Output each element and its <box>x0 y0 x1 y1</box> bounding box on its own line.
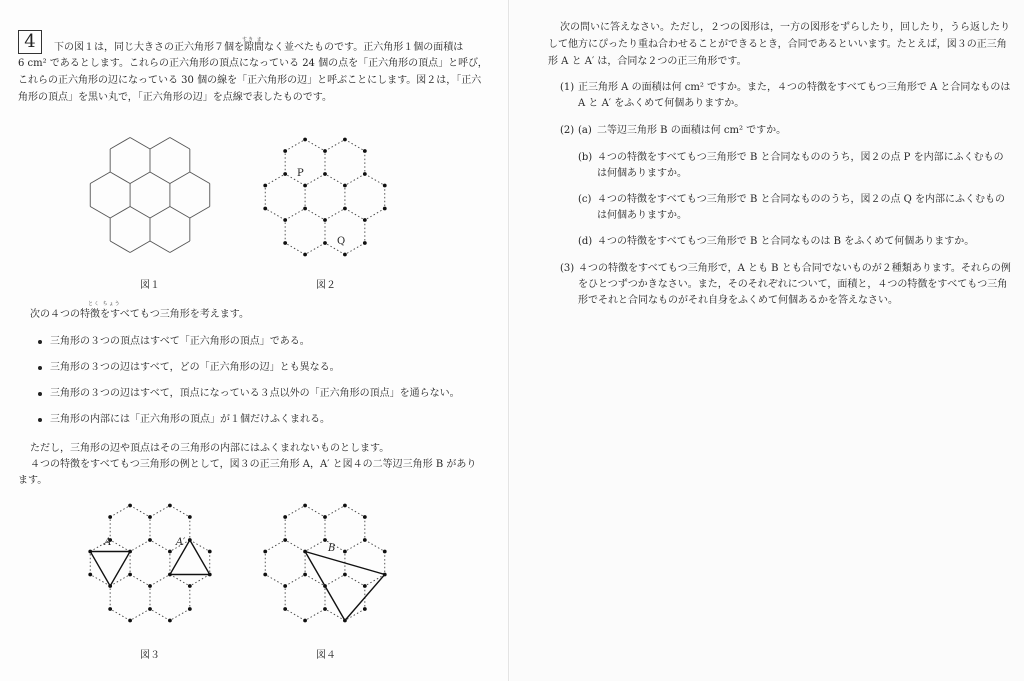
hexagon-vertex <box>263 573 267 577</box>
hexagon-vertex <box>343 138 347 142</box>
hexagon-edge <box>325 575 345 587</box>
hexagon-vertex <box>263 184 267 188</box>
hexagon-edge <box>345 506 365 518</box>
hexagon-edge <box>345 209 365 221</box>
q2a-line-1: 二等辺三角形 B の面積は何 cm² ですか。 <box>597 125 787 136</box>
hexagon-vertex <box>363 538 367 542</box>
hexagon-edge <box>190 172 210 184</box>
hexagon-vertex <box>108 607 112 611</box>
hexagon-vertex <box>363 515 367 519</box>
hexagon-edge <box>110 138 130 150</box>
hexagon-vertex <box>283 515 287 519</box>
hexagon-edge <box>345 609 365 621</box>
hexagon-vertex <box>343 184 347 188</box>
point-p-label: P <box>297 168 304 179</box>
hexagon-edge <box>150 506 170 518</box>
hexagon-vertex <box>303 504 307 508</box>
hexagon-edge <box>90 172 110 184</box>
hexagon-edge <box>285 506 305 518</box>
hexagon-edge <box>345 140 365 152</box>
figure-2-caption: 図２ <box>316 280 336 291</box>
hexagon-vertex <box>303 573 307 577</box>
hexagon-edge <box>325 140 345 152</box>
lead-line-2: して他方にぴったり重ね合わせることができるとき，合同であるといいます。たとえば，図３の正三角 <box>548 39 1007 50</box>
intro-line-4: 角形の頂点」を黒い丸で，「正六角形の辺」を点線で表したものです。 <box>18 92 332 103</box>
hexagon-edge <box>110 506 130 518</box>
hexagon-edge <box>305 140 325 152</box>
condition-3: 三角形の３つの辺はすべて，頂点になっている３点以外の「正六角形の頂点」を通らない。 <box>50 388 460 399</box>
hexagon-edge <box>170 207 190 219</box>
hexagon-vertex <box>303 138 307 142</box>
hexagon-vertex <box>128 619 132 623</box>
hexagon-edge <box>110 540 130 552</box>
intro-line-3: これらの正六角形の辺になっている 30 個の線を「正六角形の辺」と呼ぶことにします。図２は，「正六 <box>18 75 482 86</box>
q3-line-2: をひとつずつかきなさい。また，そのそれぞれについて，面積と，４つの特徴をすべてもつ三角 <box>578 279 1008 290</box>
hexagon-edge <box>345 174 365 186</box>
hexagon-edge <box>150 540 170 552</box>
problem-number-box: 4 <box>18 30 42 54</box>
hexagon-vertex <box>283 172 287 176</box>
hexagon-vertex <box>363 172 367 176</box>
condition-intro: 次の４つの特徴をすべてもつ三角形を考えます。 <box>30 309 249 320</box>
hexagon-vertex <box>363 584 367 588</box>
hexagon-vertex <box>148 607 152 611</box>
hexagon-vertex <box>323 241 327 245</box>
hexagon-edge <box>325 506 345 518</box>
hexagon-edge <box>285 209 305 221</box>
hexagon-edge <box>170 609 190 621</box>
q3-number: (3) <box>560 263 575 274</box>
lead-line-3: 形 A と A′ は，合同な２つの正三角形です。 <box>548 56 747 67</box>
hexagon-vertex <box>343 550 347 554</box>
hexagon-vertex <box>283 149 287 153</box>
hexagon-vertex <box>343 253 347 257</box>
q1-line-2: A と A′ をふくめて何個ありますか。 <box>578 98 745 109</box>
hexagon-edge <box>130 540 150 552</box>
intro-line-1: 下の図１は，同じ大きさの正六角形７個を隙間なく並べたものです。正六角形１個の面積は <box>54 42 464 53</box>
hexagon-edge <box>130 575 150 587</box>
hexagon-edge <box>285 140 305 152</box>
hexagon-edge <box>365 209 385 221</box>
q2c-line-2: は何個ありますか。 <box>597 210 687 221</box>
bullet-4 <box>38 418 42 422</box>
hexagon-vertex <box>168 619 172 623</box>
q2d-label: (d) <box>578 236 593 247</box>
hexagon-vertex <box>263 550 267 554</box>
figure-3-caption: 図３ <box>140 650 160 661</box>
hexagon-edge <box>190 207 210 219</box>
condition-2: 三角形の３つの辺はすべて，どの「正六角形の辺」とも異なる。 <box>50 362 340 373</box>
hexagon-vertex <box>188 584 192 588</box>
hexagon-edge <box>130 138 150 150</box>
hexagon-vertex <box>323 218 327 222</box>
hexagon-vertex <box>188 515 192 519</box>
q2-number: (2) <box>560 125 575 136</box>
triangle-a-label: A <box>104 537 112 548</box>
hexagon-vertex <box>303 207 307 211</box>
figure-4-triangle-b <box>255 488 395 638</box>
hexagon-vertex <box>108 515 112 519</box>
q2d-line-1: ４つの特徴をすべてもつ三角形で B と合同なものは B をふくめて何個ありますか。 <box>597 236 975 247</box>
hexagon-vertex <box>303 253 307 257</box>
hexagon-vertex <box>363 607 367 611</box>
hexagon-vertex <box>148 538 152 542</box>
hexagon-vertex <box>148 515 152 519</box>
triangle-a <box>90 552 130 587</box>
hexagon-vertex <box>128 504 132 508</box>
q2b-line-1: ４つの特徴をすべてもつ三角形で B と合同なもののうち，図２の点 P を内部にふくむもの <box>597 152 1004 163</box>
hexagon-edge <box>305 243 325 255</box>
hexagon-edge <box>110 207 130 219</box>
q3-line-3: 形でそれと合同なものがそれ自身をふくめて何個あるかを答えなさい。 <box>578 295 898 306</box>
hexagon-edge <box>365 174 385 186</box>
hexagon-edge <box>150 138 170 150</box>
hexagon-edge <box>305 506 325 518</box>
note-line: ただし，三角形の辺や頂点はその三角形の内部にはふくまれないものとします。 <box>30 443 390 454</box>
triangle-b-label: B <box>328 543 336 554</box>
hexagon-edge <box>130 506 150 518</box>
hexagon-vertex <box>383 184 387 188</box>
figure-1-hexagon-tiling <box>80 140 220 250</box>
ruby-hanare: すき ま <box>242 37 263 43</box>
q2a-label: (a) <box>578 125 592 136</box>
hexagon-vertex <box>323 538 327 542</box>
example-line-2: ます。 <box>18 475 48 486</box>
condition-4: 三角形の内部には「正六角形の頂点」が１個だけふくまれる。 <box>50 414 330 425</box>
hexagon-edge <box>345 575 365 587</box>
hexagon-edge <box>345 540 365 552</box>
bullet-1 <box>38 340 42 344</box>
hexagon-edge <box>305 209 325 221</box>
hexagon-edge <box>150 172 170 184</box>
hexagon-edge <box>90 207 110 219</box>
hexagon-vertex <box>323 515 327 519</box>
hexagon-edge <box>305 540 325 552</box>
hexagon-vertex <box>148 584 152 588</box>
hexagon-edge <box>130 609 150 621</box>
hexagon-vertex <box>383 550 387 554</box>
hexagon-vertex <box>383 207 387 211</box>
ruby-tokuchou: とく ちょう <box>88 301 121 307</box>
hexagon-vertex <box>283 218 287 222</box>
hexagon-edge <box>265 209 285 221</box>
hexagon-edge <box>265 575 285 587</box>
hexagon-edge <box>130 172 150 184</box>
hexagon-vertex <box>343 573 347 577</box>
hexagon-vertex <box>88 573 92 577</box>
hexagon-vertex <box>283 607 287 611</box>
hexagon-edge <box>130 207 150 219</box>
hexagon-vertex <box>363 149 367 153</box>
page-gutter <box>508 0 509 681</box>
hexagon-edge <box>190 575 210 587</box>
triangle-a-prime-label: A′ <box>175 537 186 548</box>
hexagon-vertex <box>168 550 172 554</box>
hexagon-edge <box>265 540 285 552</box>
figure-1-caption: 図１ <box>140 280 160 291</box>
hexagon-edge <box>285 243 305 255</box>
hexagon-vertex <box>303 184 307 188</box>
hexagon-vertex <box>208 550 212 554</box>
q2c-label: (c) <box>578 194 592 205</box>
hexagon-vertex <box>283 538 287 542</box>
q3-line-1: ４つの特徴をすべてもつ三角形で，A とも B とも合同でないものが２種類あります。それらの例 <box>578 263 1011 274</box>
example-line-1: ４つの特徴をすべてもつ三角形の例として，図３の正三角形 A，A′ と図４の二等辺三角形 B があり <box>30 459 477 470</box>
q2c-line-1: ４つの特徴をすべてもつ三角形で B と合同なもののうち，図２の点 Q を内部にふくむもの <box>597 194 1006 205</box>
intro-line-2: 6 cm² であるとします。これらの正六角形の頂点になっている 24 個の点を「正六角形の頂点」と呼び， <box>18 58 488 69</box>
hexagon-vertex <box>303 619 307 623</box>
bullet-2 <box>38 366 42 370</box>
hexagon-vertex <box>323 149 327 153</box>
hexagon-edge <box>325 174 345 186</box>
hexagon-edge <box>365 575 385 587</box>
figure-4-caption: 図４ <box>316 650 336 661</box>
hexagon-vertex <box>283 584 287 588</box>
figure-2-vertex-grid <box>255 122 395 272</box>
hexagon-vertex <box>343 207 347 211</box>
hexagon-edge <box>170 172 190 184</box>
hexagon-edge <box>285 575 305 587</box>
hexagon-edge <box>150 609 170 621</box>
hexagon-edge <box>285 609 305 621</box>
hexagon-edge <box>265 174 285 186</box>
hexagon-edge <box>305 174 325 186</box>
hexagon-vertex <box>188 607 192 611</box>
hexagon-vertex <box>168 504 172 508</box>
hexagon-vertex <box>283 241 287 245</box>
hexagon-vertex <box>128 573 132 577</box>
hexagon-vertex <box>323 172 327 176</box>
hexagon-vertex <box>363 241 367 245</box>
condition-1: 三角形の３つの頂点はすべて「正六角形の頂点」である。 <box>50 336 310 347</box>
hexagon-edge <box>285 540 305 552</box>
hexagon-vertex <box>343 504 347 508</box>
hexagon-edge <box>170 506 190 518</box>
hexagon-edge <box>110 172 130 184</box>
figure-3-triangles-a <box>80 488 220 638</box>
hexagon-vertex <box>363 218 367 222</box>
q1-line-1: 正三角形 A の面積は何 cm² ですか。また，４つの特徴をすべてもつ三角形で A と合同なものは <box>578 82 1011 93</box>
q1-number: (1) <box>560 82 575 93</box>
hexagon-vertex <box>263 207 267 211</box>
lead-line-1: 次の問いに答えなさい。ただし，２つの図形は，一方の図形をずらしたり，回したり，うら返したり <box>560 22 1010 33</box>
hexagon-edge <box>110 609 130 621</box>
hexagon-edge <box>150 207 170 219</box>
q2b-line-2: は何個ありますか。 <box>597 168 687 179</box>
hexagon-edge <box>345 243 365 255</box>
hexagon-edge <box>150 575 170 587</box>
hexagon-edge <box>325 209 345 221</box>
hexagon-edge <box>170 575 190 587</box>
point-q-label: Q <box>337 236 346 247</box>
hexagon-edge <box>170 138 190 150</box>
q2b-label: (b) <box>578 152 593 163</box>
hexagon-edge <box>305 609 325 621</box>
hexagon-edge <box>365 540 385 552</box>
hexagon-vertex <box>323 607 327 611</box>
bullet-3 <box>38 392 42 396</box>
